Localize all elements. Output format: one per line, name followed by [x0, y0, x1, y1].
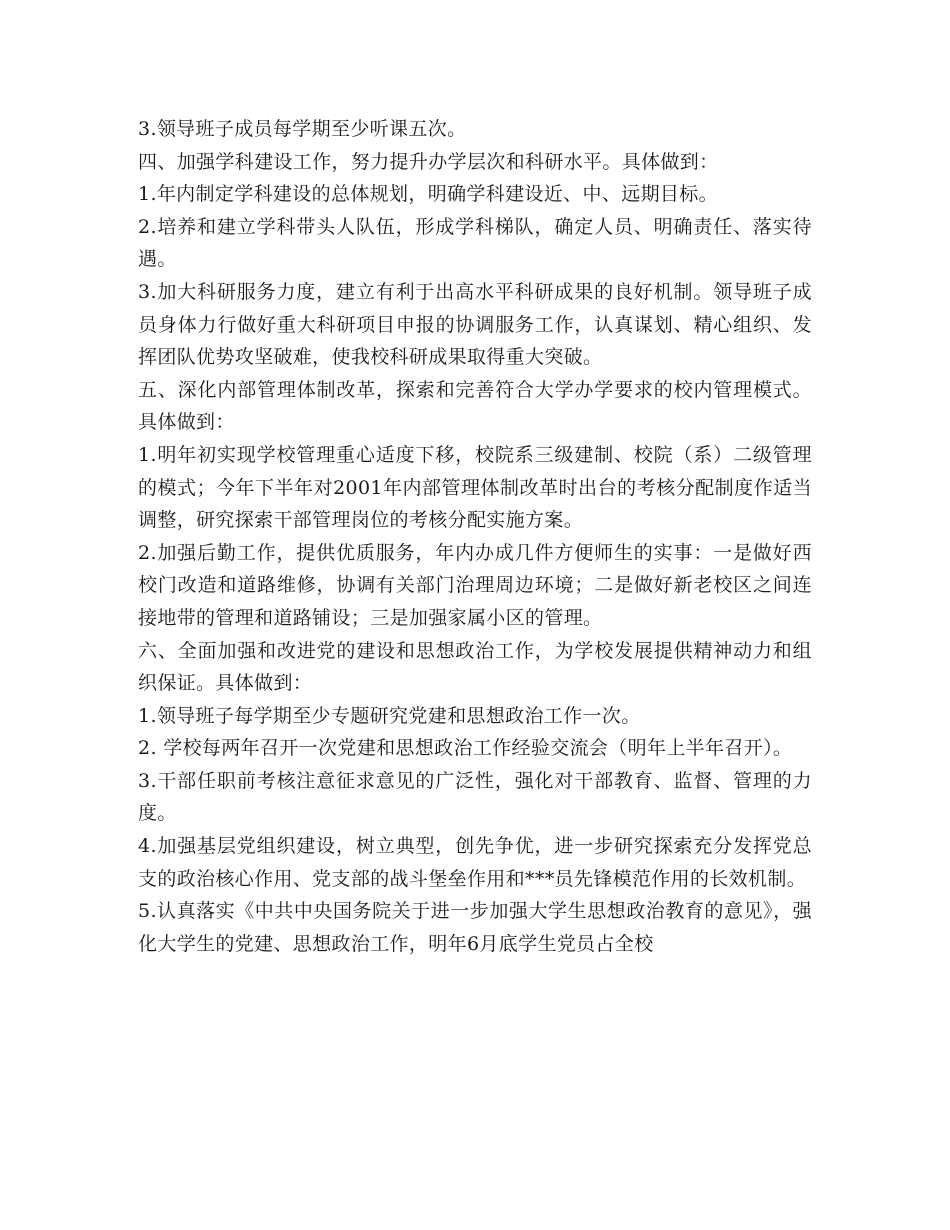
document-page — [138, 113, 812, 960]
section-heading-5: 五、深化内部管理体制改革，探索和完善符合大学办学要求的校内管理模式。具体做到： — [138, 378, 812, 434]
section-heading-4: 四、加强学科建设工作，努力提升办学层次和科研水平。具体做到： — [138, 150, 719, 173]
paragraph-2: 1.年内制定学科建设的总体规划，明确学科建设近、中、远期目标。 — [138, 183, 718, 206]
paragraph-10: 4.加强基层党组织建设，树立典型，创先争优，进一步研究探索充分发挥党总支的政治核心作用、党支部的战斗堡垒作用和***员先锋模范作用的长效机制。 — [138, 835, 812, 890]
paragraph-8: 2. 学校每两年召开一次党建和思想政治工作经验交流会（明年上半年召开）。 — [138, 737, 793, 760]
paragraph-1: 3.领导班子成员每学期至少听课五次。 — [138, 118, 467, 140]
paragraph-7: 1.领导班子每学期至少专题研究党建和思想政治工作一次。 — [138, 704, 641, 727]
paragraph-4: 3.加大科研服务力度，建立有利于出高水平科研成果的良好机制。领导班子成员身体力行做好重大科研项目申报的协调服务工作，认真谋划、精心组织、发挥团队优势攻坚破难，使我校科研成果取得重大突破。 — [138, 280, 812, 369]
paragraph-9: 3.干部任职前考核注意征求意见的广泛性，强化对干部教育、监督、管理的力度。 — [138, 769, 812, 825]
paragraph-3: 2.培养和建立学科带头人队伍，形成学科梯队，确定人员、明确责任、落实待遇。 — [138, 215, 812, 271]
paragraph-6: 2.加强后勤工作，提供优质服务，年内办成几件方便师生的实事：一是做好西校门改造和道路维修，协调有关部门治理周边环境；二是做好新老校区之间连接地带的管理和道路铺设；三是加强家属小区的管理。 — [138, 541, 812, 629]
section-heading-6: 六、全面加强和改进党的建设和思想政治工作，为学校发展提供精神动力和组织保证。具体做到： — [138, 639, 812, 695]
paragraph-11: 5.认真落实《中共中央国务院关于进一步加强大学生思想政治教育的意见》，强化大学生的党建、思想政治工作，明年6月底学生党员占全校 — [138, 900, 812, 955]
paragraph-5: 1.明年初实现学校管理重心适度下移，校院系三级建制、校院（系）二级管理的模式；今年下半年对2001年内部管理体制改革时出台的考核分配制度作适当调整，研究探索干部管理岗位的考核分配实施方案。 — [138, 443, 812, 532]
